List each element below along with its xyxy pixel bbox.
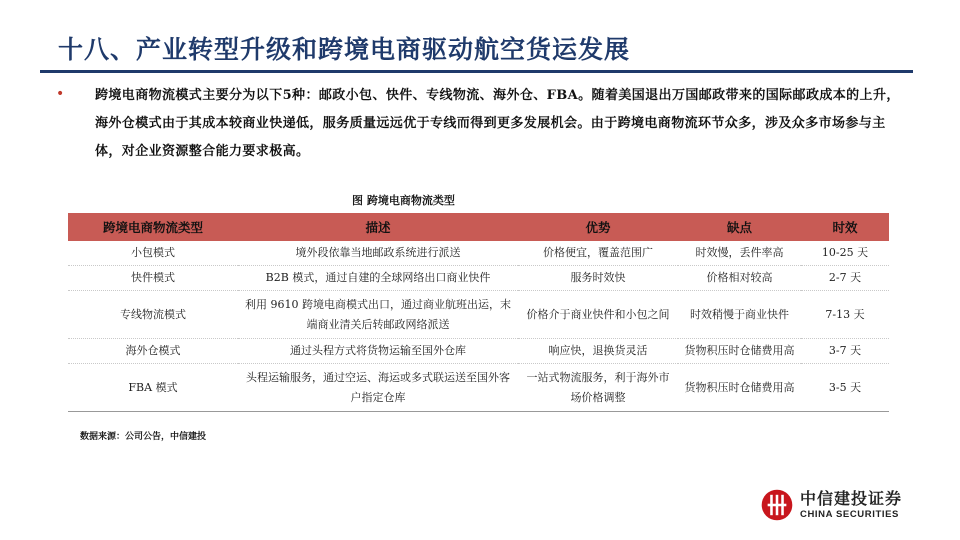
header-type: 跨境电商物流类型: [68, 213, 238, 241]
cell-cons: 货物积压时仓储费用高: [678, 339, 801, 364]
cell-pros: 响应快，退换货灵活: [518, 339, 678, 364]
brand-name-cn: 中信建投证券: [800, 488, 903, 508]
brand-name-en: CHINA SECURITIES: [800, 508, 899, 520]
cell-desc: B2B 模式，通过自建的全球网络出口商业快件: [238, 266, 518, 291]
cell-desc: 境外段依靠当地邮政系统进行派送: [238, 241, 518, 266]
table-header-row: [68, 213, 889, 241]
page-title: 十八、产业转型升级和跨境电商驱动航空货运发展: [58, 35, 631, 64]
header-cons: 缺点: [678, 213, 801, 241]
cell-cons: 价格相对较高: [678, 266, 801, 291]
logistics-table: [68, 213, 889, 412]
data-source-note: 数据来源：公司公告，中信建投: [80, 432, 207, 442]
cell-time: 3-7 天: [801, 339, 889, 364]
cell-desc: 头程运输服务，通过空运、海运或多式联运送至国外客户指定仓库: [238, 364, 518, 412]
cell-type: 小包模式: [68, 241, 238, 266]
cell-pros: 一站式物流服务，利于海外市场价格调整: [518, 364, 678, 412]
cell-desc: 通过头程方式将货物运输至国外仓库: [238, 339, 518, 364]
table-row: [68, 241, 889, 266]
cell-cons: 货物积压时仓储费用高: [678, 364, 801, 412]
cell-type: FBA 模式: [68, 364, 238, 412]
table-row: [68, 364, 889, 412]
cell-pros: 价格便宜，覆盖范围广: [518, 241, 678, 266]
title-divider: [40, 70, 913, 73]
citic-logo-icon: [760, 488, 794, 522]
cell-time: 7-13 天: [801, 291, 889, 339]
header-time: 时效: [801, 213, 889, 241]
table-row: [68, 266, 889, 291]
table-row: [68, 291, 889, 339]
cell-pros: 服务时效快: [518, 266, 678, 291]
table-row: [68, 339, 889, 364]
cell-cons: 时效慢，丢件率高: [678, 241, 801, 266]
cell-type: 快件模式: [68, 266, 238, 291]
cell-cons: 时效稍慢于商业快件: [678, 291, 801, 339]
bullet-icon: •: [56, 86, 65, 102]
header-desc: 描述: [238, 213, 518, 241]
header-pros: 优势: [518, 213, 678, 241]
intro-paragraph: 跨境电商物流模式主要分为以下5种：邮政小包、快件、专线物流、海外仓、FBA。随着美国退出万国邮政带来的国际邮政成本的上升，海外仓模式由于其成本较商业快递低，服务质量远远优于专线而得到更多发展机会。由于跨境电商物流环节众多，涉及众多市场参与主体，对企业资源整合能力要求极高。: [95, 88, 900, 159]
cell-desc: 利用 9610 跨境电商模式出口，通过商业航班出运，末端商业清关后转邮政网络派送: [238, 291, 518, 339]
brand-logo: [760, 488, 902, 522]
cell-time: 3-5 天: [801, 364, 889, 412]
table-caption: 图 跨境电商物流类型: [352, 194, 455, 207]
cell-time: 2-7 天: [801, 266, 889, 291]
cell-type: 海外仓模式: [68, 339, 238, 364]
cell-pros: 价格介于商业快件和小包之间: [518, 291, 678, 339]
cell-type: 专线物流模式: [68, 291, 238, 339]
cell-time: 10-25 天: [801, 241, 889, 266]
